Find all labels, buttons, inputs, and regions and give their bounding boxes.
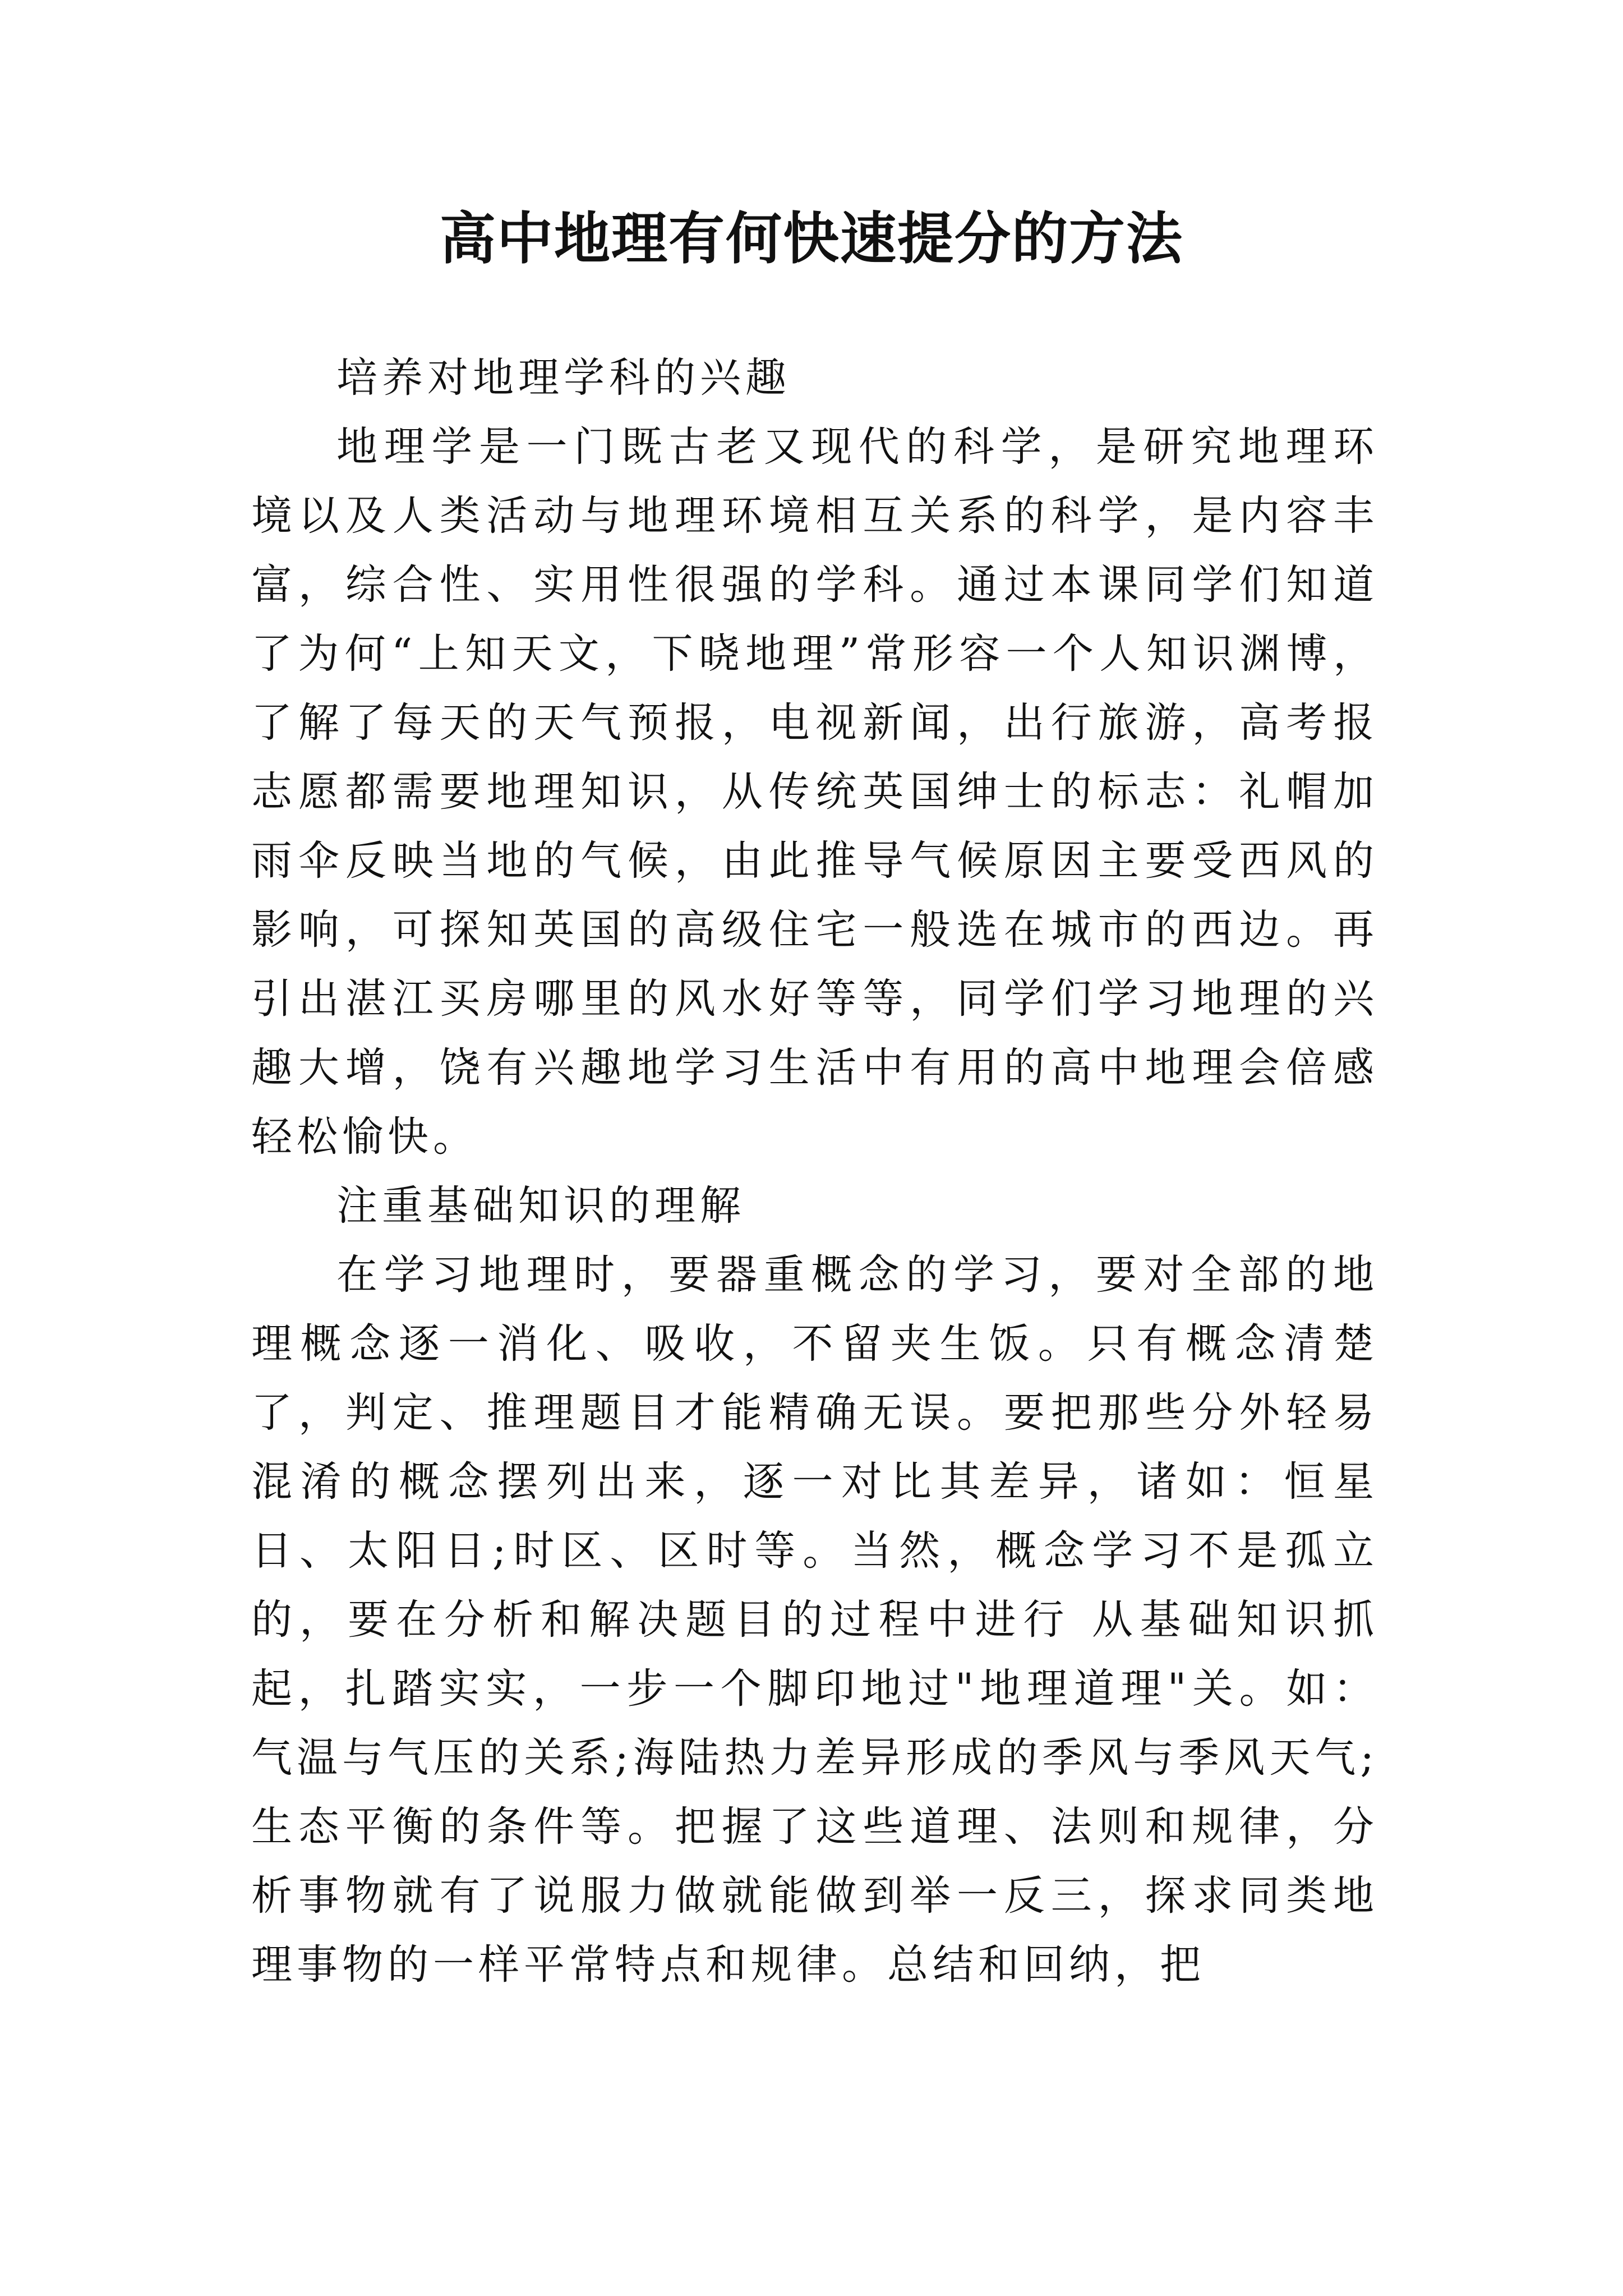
section-paragraph: 地理学是一门既古老又现代的科学，是研究地理环境以及人类活动与地理环境相互关系的科学，是内容丰富，综合性、实用性很强的学科。通过本课同学们知道了为何“上知天文，下晓地理”常形容一个人知识渊博，了解了每天的天气预报，电视新闻，出行旅游，高考报志愿都需要地理知识，从传统英国绅士的标志：礼帽加雨伞反映当地的气候，由此推导气候原因主要受西风的影响，可探知英国的高级住宅一般选在城市的西边。再引出湛江买房哪里的风水好等等，同学们学习地理的兴趣大增，饶有兴趣地学习生活中有用的高中地理会倍感轻松愉快。 [251,423,1378,1161]
section-heading: 注重基础知识的理解 [336,1182,745,1230]
section-heading: 培养对地理学科的兴趣 [336,354,791,402]
document-body [251,343,1378,1999]
page-title: 高中地理有何快速提分的方法 [440,205,1183,272]
section-paragraph: 在学习地理时，要器重概念的学习，要对全部的地理概念逐一消化、吸收，不留夹生饭。只有概念清楚了，判定、推理题目才能精确无误。要把那些分外轻易混淆的概念摆列出来，逐一对比其差异，诸如：恒星日、太阳日;时区、区时等。当然，概念学习不是孤立的，要在分析和解决题目的过程中进行 从基础知识抓起，扎踏实实，一步一个脚印地过"地理道理"关。如：气温与气压的关系;海陆热力差异形成的季风与季风天气;生态平衡的条件等。把握了这些道理、法则和规律，分析事物就有了说服力做就能做到举一反三，探求同类地理事物的一样平常特点和规律。总结和回纳，把 [251,1251,1378,1989]
